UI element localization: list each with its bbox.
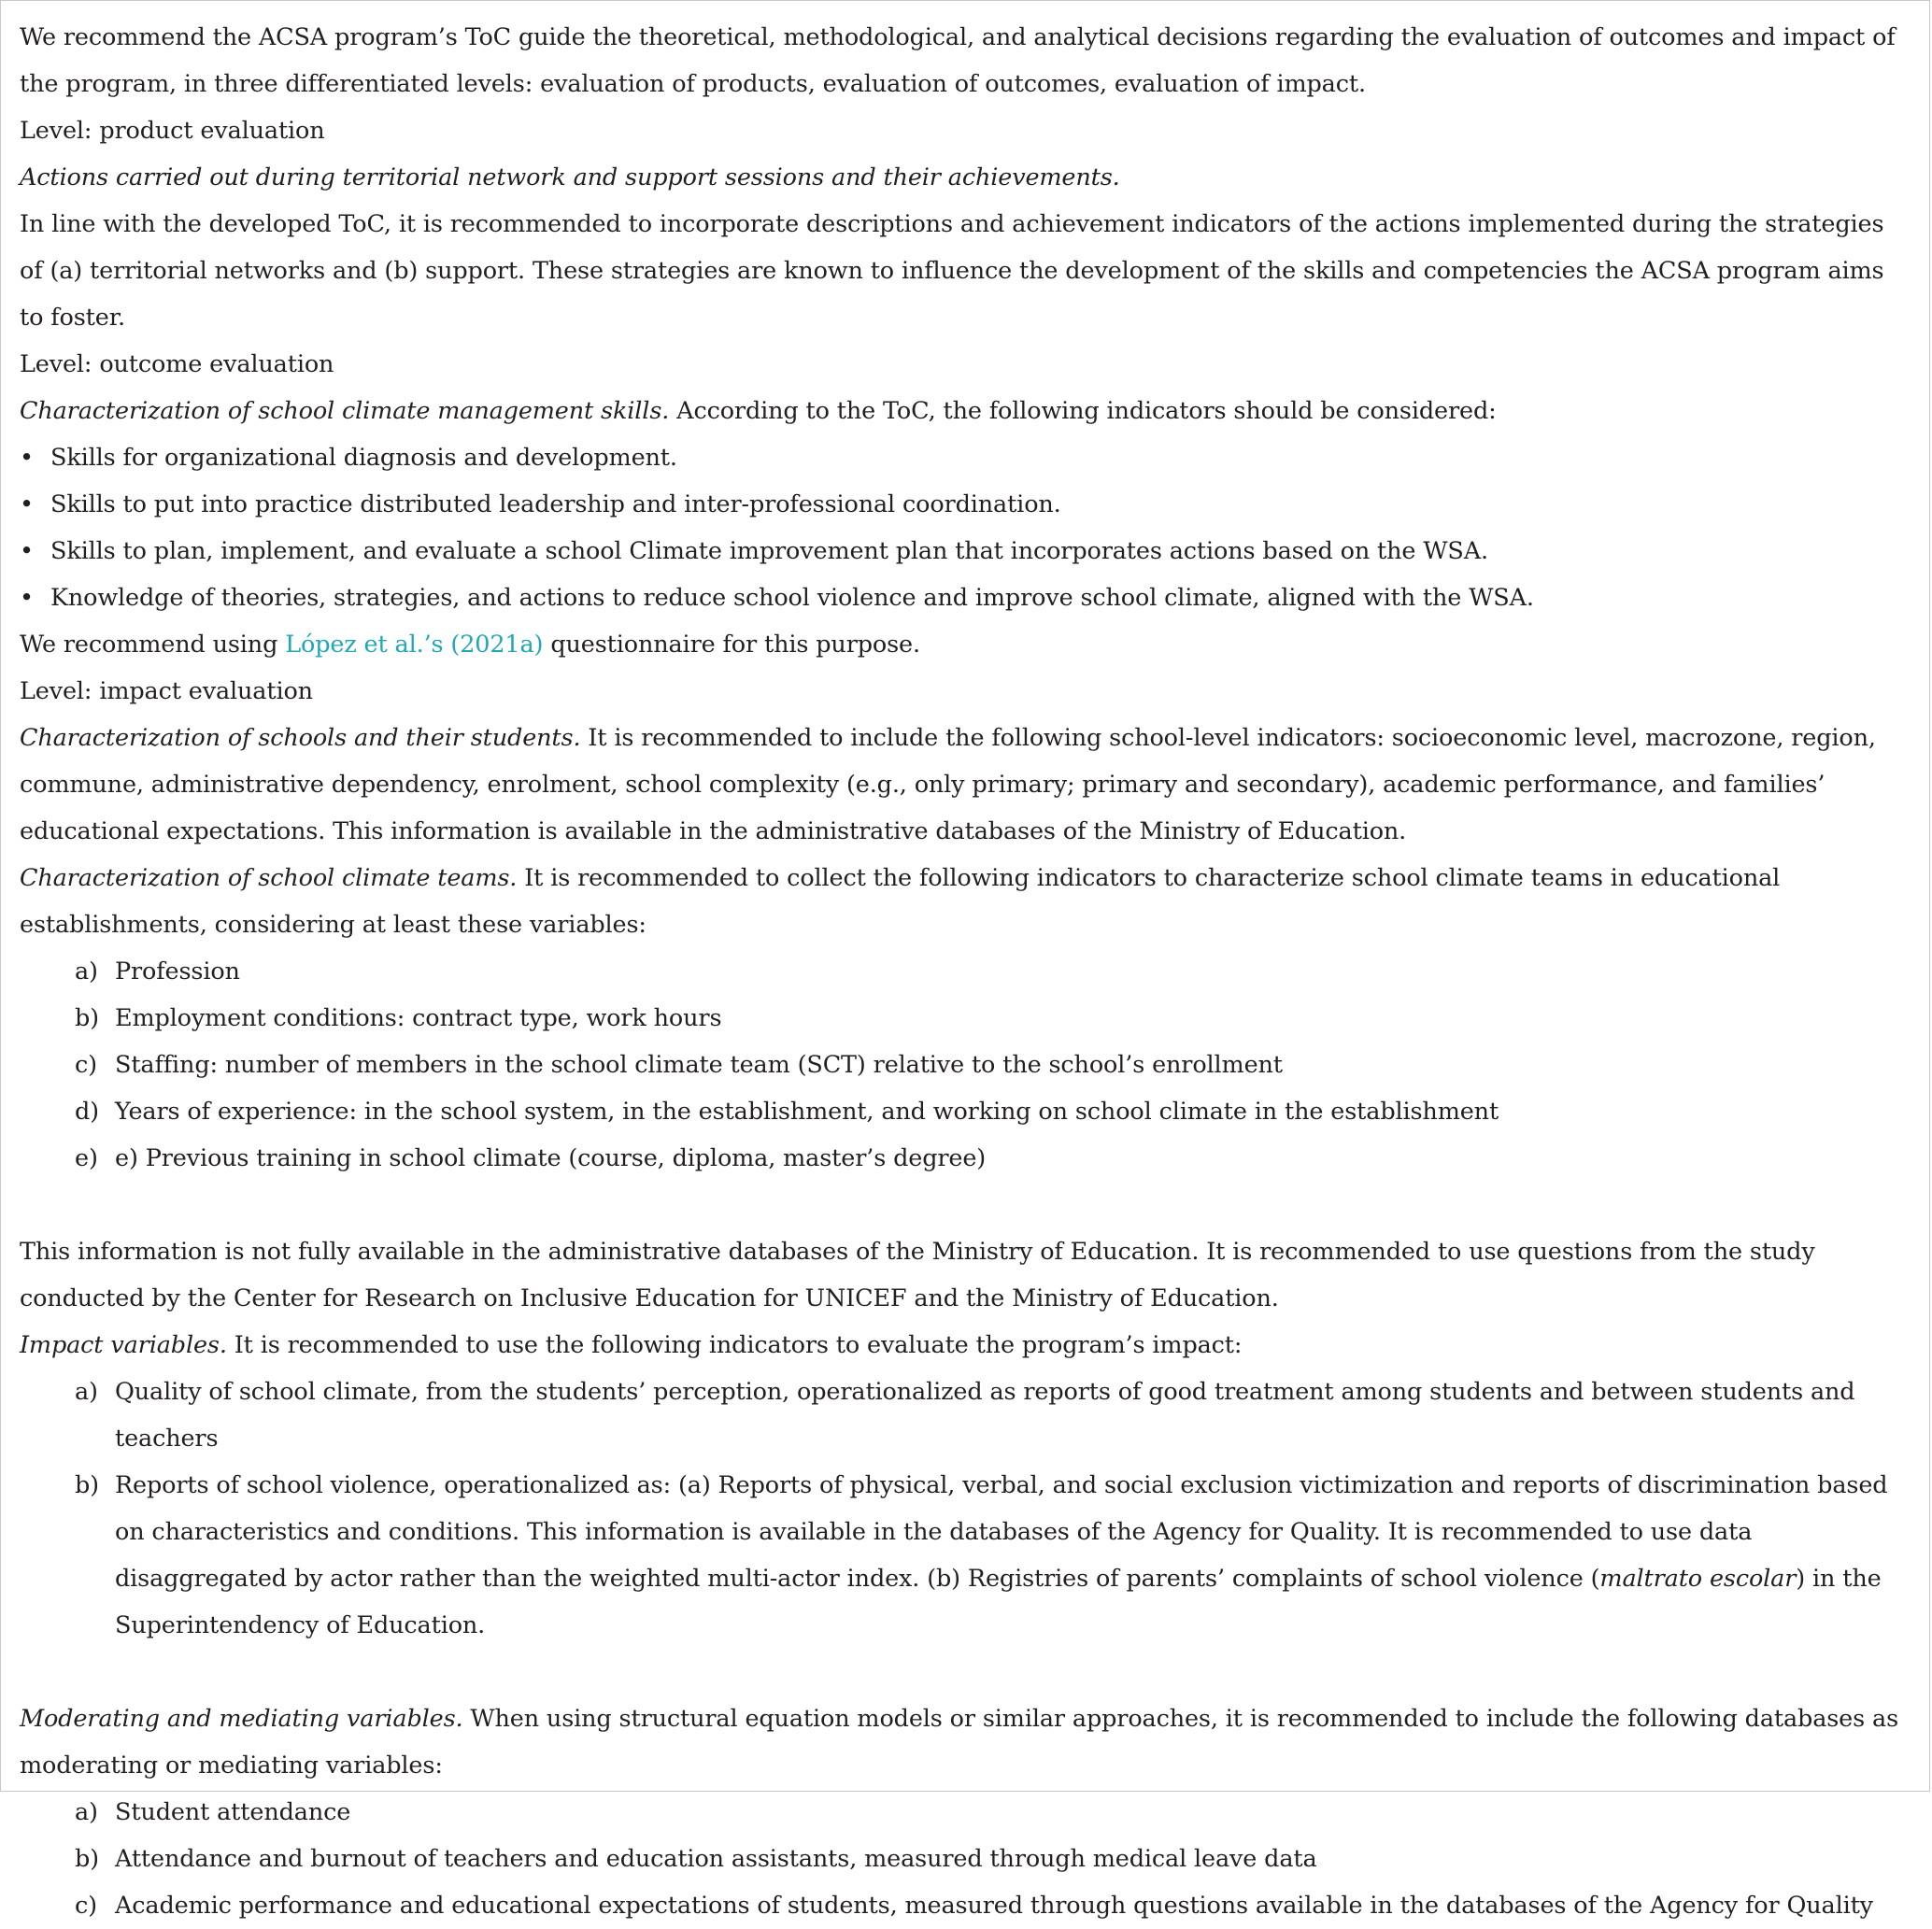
list-item bbox=[20, 528, 1907, 574]
list-item bbox=[20, 1369, 1907, 1462]
citation-link[interactable]: López et al.’s (2021a) bbox=[285, 631, 544, 659]
level-product-subheading: Actions carried out during territorial network and support sessions and their achievements. bbox=[20, 163, 1120, 191]
list-marker: b) bbox=[75, 1471, 99, 1499]
bullet-text: Skills for organizational diagnosis and development. bbox=[50, 444, 677, 472]
spacer bbox=[20, 1182, 1907, 1228]
impact-italic: Impact variables. bbox=[20, 1331, 227, 1359]
list-item-text: Academic performance and educational expectations of students, measured through questions available in the databases of the Agency for Quality bbox=[115, 1892, 1873, 1920]
outcome-lead-italic: Characterization of school climate management skills. bbox=[20, 397, 670, 425]
spacer bbox=[20, 1649, 1907, 1695]
level-outcome-heading: Level: outcome evaluation bbox=[20, 350, 334, 378]
list-item-text: Quality of school climate, from the students’ perception, operationalized as reports of good treatment among students and between students and teachers bbox=[115, 1378, 1855, 1453]
impact-paragraph bbox=[20, 1322, 1907, 1369]
list-item-text: Staffing: number of members in the school climate team (SCT) relative to the school’s enrollment bbox=[115, 1051, 1283, 1079]
bullet-icon: • bbox=[20, 490, 34, 518]
list-item-text: Reports of school violence, operationalized as: (a) Reports of physical, verbal, and social exclusion victimization and reports of discrimination based on characteristics and conditions. This information is available in the databases of the Agency for Quality. It is recommended to use data disaggregated by actor rather than the weighted multi-actor index. (b) Registries of parents’ complaints of school violence ( bbox=[115, 1471, 1888, 1593]
teams-text: It is recommended to collect the following indicators to characterize school climate teams in educational establishments, considering at least these variables: bbox=[20, 864, 1781, 939]
list-item-text: Attendance and burnout of teachers and education assistants, measured through medical leave data bbox=[115, 1845, 1317, 1873]
bullet-icon: • bbox=[20, 584, 34, 612]
moderating-text: When using structural equation models or similar approaches, it is recommended to include the following databases as moderating or mediating variables: bbox=[20, 1705, 1898, 1780]
outcome-lead-rest: According to the ToC, the following indicators should be considered: bbox=[669, 397, 1497, 425]
list-marker: a) bbox=[75, 957, 98, 986]
outcome-lead bbox=[20, 388, 1907, 434]
recommendation-line bbox=[20, 621, 1907, 668]
list-item bbox=[20, 481, 1907, 528]
list-item bbox=[20, 1789, 1907, 1836]
schools-italic: Characterization of schools and their students. bbox=[20, 724, 581, 752]
recommendation-text: We recommend using bbox=[20, 631, 286, 659]
level-impact-heading: Level: impact evaluation bbox=[20, 677, 313, 705]
list-marker: c) bbox=[75, 1892, 97, 1920]
schools-paragraph bbox=[20, 715, 1907, 855]
moderating-paragraph bbox=[20, 1695, 1907, 1789]
list-item bbox=[20, 948, 1907, 995]
list-item-text: Student attendance bbox=[115, 1798, 351, 1826]
list-item bbox=[20, 1088, 1907, 1135]
list-item bbox=[20, 1836, 1907, 1882]
bullet-text: Knowledge of theories, strategies, and actions to reduce school violence and improve school climate, aligned with the WSA. bbox=[50, 584, 1534, 612]
list-marker: b) bbox=[75, 1004, 99, 1032]
list-marker: b) bbox=[75, 1845, 99, 1873]
intro-paragraph: We recommend the ACSA program’s ToC guide the theoretical, methodological, and analytical decisions regarding the evaluation of outcomes and impact of the program, in three differentiated levels: evaluation of products, evaluation of outcomes, evaluation of impact. bbox=[20, 23, 1896, 98]
list-marker: e) bbox=[75, 1144, 98, 1172]
teams-note: This information is not fully available in the administrative databases of the Ministry of Education. It is recommended to use questions from the study conducted by the Center for Research on Inclusive Education for UNICEF and the Ministry of Education. bbox=[20, 1238, 1815, 1312]
list-item bbox=[20, 1882, 1907, 1929]
bullet-text: Skills to plan, implement, and evaluate a school Climate improvement plan that incorporates actions based on the WSA. bbox=[50, 537, 1488, 565]
bullet-icon: • bbox=[20, 537, 34, 565]
level-product-text: In line with the developed ToC, it is recommended to incorporate descriptions and achievement indicators of the actions implemented during the strategies of (a) territorial networks and (b) support. These strategies are known to influence the development of the skills and competencies the ACSA program aims to foster. bbox=[20, 210, 1884, 332]
document-body bbox=[20, 14, 1907, 1929]
list-marker: c) bbox=[75, 1051, 97, 1079]
list-marker: d) bbox=[75, 1098, 99, 1126]
list-marker: a) bbox=[75, 1798, 98, 1826]
list-item bbox=[20, 995, 1907, 1042]
list-item-text: e) Previous training in school climate (course, diploma, master’s degree) bbox=[115, 1144, 987, 1172]
list-item bbox=[20, 1462, 1907, 1649]
list-item-italic: maltrato escolar bbox=[1599, 1565, 1797, 1593]
recommendation-text-end: questionnaire for this purpose. bbox=[543, 631, 920, 659]
list-item-text-end: ) in the Superintendency of Education. bbox=[115, 1565, 1882, 1639]
list-item bbox=[20, 1135, 1907, 1182]
list-item-text: Years of experience: in the school system, in the establishment, and working on school climate in the establishment bbox=[115, 1098, 1499, 1126]
list-item-text: Employment conditions: contract type, work hours bbox=[115, 1004, 722, 1032]
teams-italic: Characterization of school climate teams. bbox=[20, 864, 518, 892]
list-item bbox=[20, 1042, 1907, 1088]
schools-text: It is recommended to include the following school-level indicators: socioeconomic level, macrozone, region, commune, administrative dependency, enrolment, school complexity (e.g., only primary; primary and secondary), academic performance, and families’ educational expectations. This information is available in the administrative databases of the Ministry of Education. bbox=[20, 724, 1876, 845]
list-item-text: Profession bbox=[115, 957, 240, 986]
level-product-heading: Level: product evaluation bbox=[20, 117, 325, 145]
bullet-icon: • bbox=[20, 444, 34, 472]
list-item bbox=[20, 574, 1907, 621]
bullet-text: Skills to put into practice distributed leadership and inter-professional coordination. bbox=[50, 490, 1061, 518]
impact-text: It is recommended to use the following indicators to evaluate the program’s impact: bbox=[226, 1331, 1243, 1359]
teams-paragraph bbox=[20, 855, 1907, 948]
list-item bbox=[20, 434, 1907, 481]
moderating-italic: Moderating and mediating variables. bbox=[20, 1705, 463, 1733]
list-marker: a) bbox=[75, 1378, 98, 1406]
